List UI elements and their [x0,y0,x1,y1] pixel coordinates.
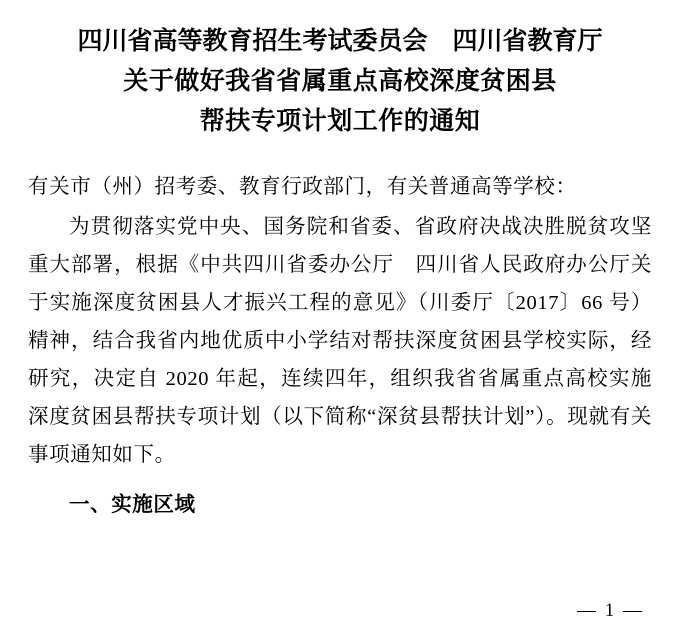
page-number: — 1 — [577,600,644,621]
section-heading-1: 一、实施区域 [69,494,196,516]
document-body [28,168,652,524]
body-paragraph-1: 为贯彻落实党中央、国务院和省委、省政府决战决胜脱贫攻坚重大部署，根据《中共四川省委办公厅 四川省人民政府办公厅关于实施深度贫困县人才振兴工程的意见》（川委厅〔2017〕66 号）精神，结合我省内地优质中小学结对帮扶深度贫困县学校实际，经研究，决定自 2020 年起，连续四年，组织我省省属重点高校实施深度贫困县帮扶专项计划（以下简称“深贫县帮扶计划”）。现就有关事项通知如下。 [28,216,652,466]
salutation: 有关市（州）招考委、教育行政部门，有关普通高等学校： [28,176,577,198]
title-line-3: 帮扶专项计划工作的通知 [199,108,481,135]
title-line-2: 关于做好我省省属重点高校深度贫困县 [123,68,557,95]
document-title [28,0,652,142]
title-line-1: 四川省高等教育招生考试委员会 四川省教育厅 [77,28,603,55]
